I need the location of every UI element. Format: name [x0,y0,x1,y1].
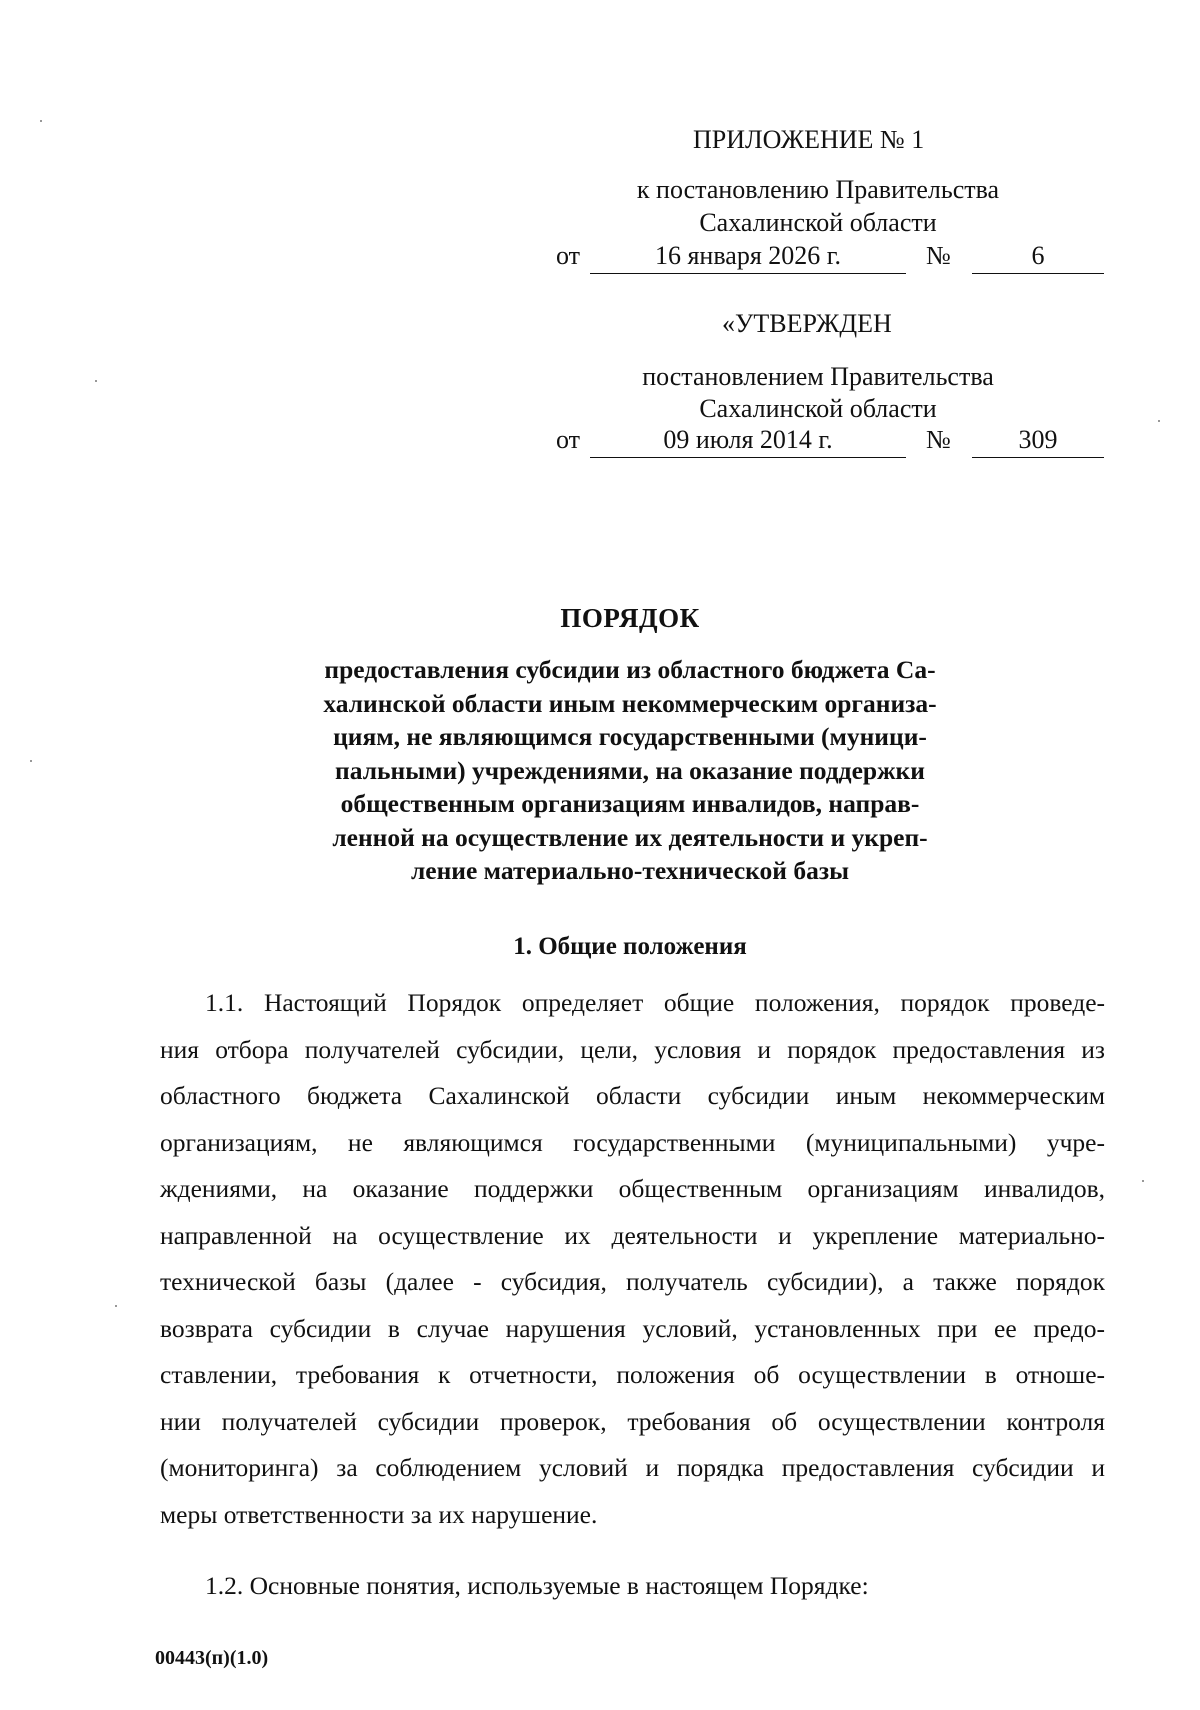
paragraph-line: меры ответственности за их нарушение. [160,1499,598,1529]
decree-date-field: 16 января 2026 г. [590,241,906,274]
decree-reference-line2: Сахалинской области [699,208,937,237]
decree-reference-line1: к постановлению Правительства [636,175,1000,204]
approved-date-field: 09 июля 2014 г. [590,425,906,458]
scan-speck [115,1305,117,1307]
paragraph-line: организациям, не являющимся государственными (муниципальными) учре- [160,1127,1105,1157]
approved-decree-line1: постановлением Правительства [642,362,994,391]
approved-decree-line2: Сахалинской области [699,394,937,423]
subtitle-line: предоставления субсидии из областного бюджета Са- [324,655,936,684]
scan-speck [95,380,97,382]
subtitle-line: халинской области иным некоммерческим организа- [323,688,937,718]
subtitle-line: ленной на осуществление их деятельности и укреп- [332,822,928,852]
paragraph-line: ния отбора получателей субсидии, цели, условия и порядок предоставления из [160,1034,1105,1064]
appendix-title: ПРИЛОЖЕНИЕ № 1 [693,125,925,154]
decree-date-number-row [556,241,1104,275]
ot-label: от [556,425,581,454]
document-title: ПОРЯДОК [560,603,700,633]
paragraph-line: 1.1. Настоящий Порядок определяет общие положения, порядок проведе- [205,988,1105,1017]
scan-speck [1158,420,1160,422]
subtitle-line: общественным организациям инвалидов, направ- [340,789,920,818]
ot-label: от [556,241,581,270]
approved-date-number-row [556,425,1104,459]
subtitle-line: пальными) учреждениями, на оказание поддержки [335,755,925,785]
subtitle-line: циям, не являющимся государственными (муници- [333,722,927,751]
paragraph-line: нии получателей субсидии проверок, требования об осуществлении контроля [160,1406,1105,1436]
number-sign-label: № [926,241,951,270]
document-code: 00443(п)(1.0) [155,1647,269,1669]
scan-speck [30,760,32,762]
paragraph-line: возврата субсидии в случае нарушения условий, установленных при ее предо- [160,1313,1105,1343]
paragraph-1-2: 1.2. Основные понятия, используемые в настоящем Порядке: [205,1571,869,1600]
scan-speck [1142,1180,1144,1182]
document-subtitle [290,653,970,888]
decree-number-field: 6 [972,241,1104,274]
number-sign-label: № [926,425,951,454]
paragraph-line: (мониторинга) за соблюдением условий и порядка предоставления субсидии и [160,1453,1105,1482]
paragraph-1-1 [160,980,1105,1538]
paragraph-line: технической базы (далее - субсидия, получатель субсидии), а также порядок [160,1267,1105,1296]
approved-title: «УТВЕРЖДЕН [722,309,892,338]
scan-speck [40,120,42,122]
approved-number-field: 309 [972,425,1104,458]
paragraph-line: областного бюджета Сахалинской области субсидии иным некоммерческим [160,1081,1105,1110]
section-heading: 1. Общие положения [513,933,747,960]
subtitle-line: ление материально-технической базы [410,856,850,885]
paragraph-line: ставлении, требования к отчетности, положения об осуществлении в отноше- [160,1360,1105,1389]
paragraph-line: направленной на осуществление их деятельности и укрепление материально- [160,1220,1105,1250]
paragraph-line: ждениями, на оказание поддержки общественным организациям инвалидов, [160,1174,1105,1203]
